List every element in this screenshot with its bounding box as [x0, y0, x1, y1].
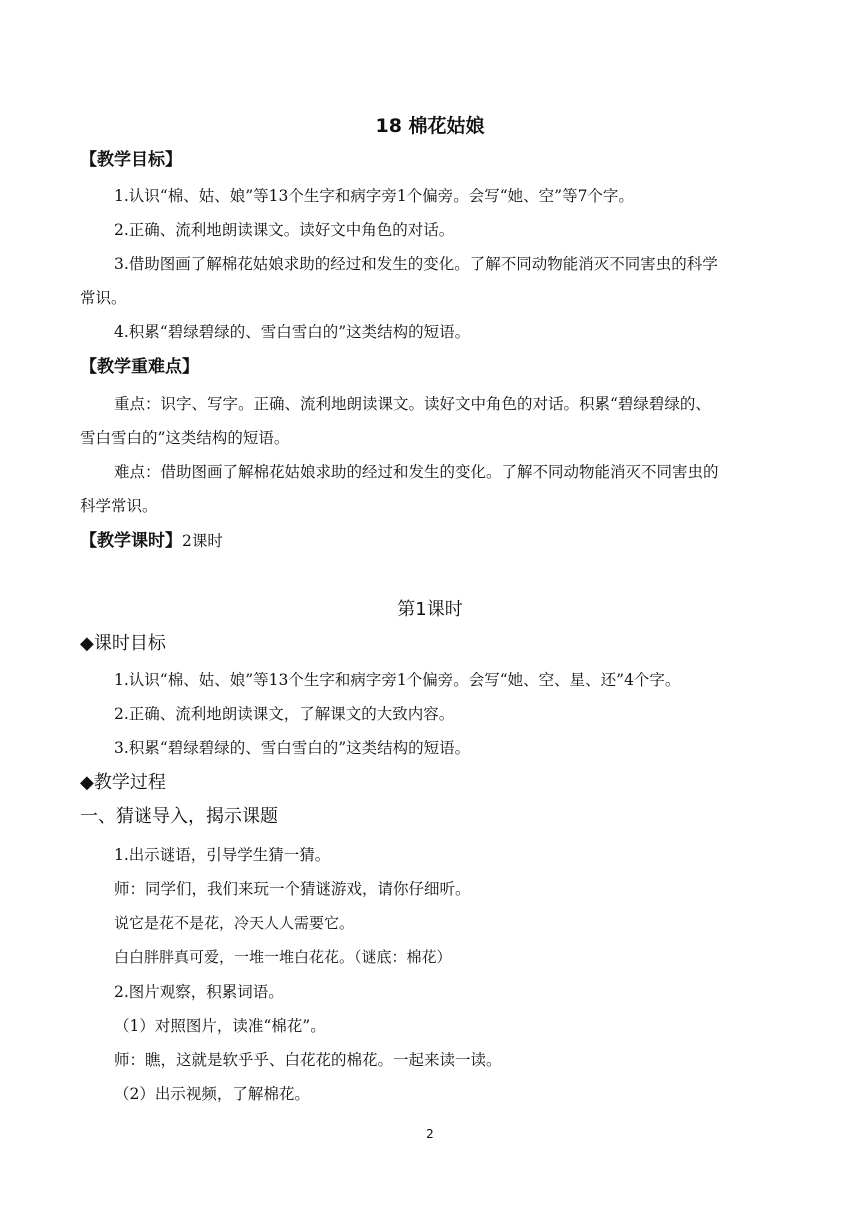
riddle-line: 说它是花不是花，冷天人人需要它。 [114, 914, 355, 932]
difficulty-line: 难点：借助图画了解棉花姑娘求助的经过和发生的变化。了解不同动物能消灭不同害虫的 [114, 463, 719, 481]
goal-item: 3.借助图画了解棉花姑娘求助的经过和发生的变化。了解不同动物能消灭不同害虫的科学 [114, 255, 718, 273]
process-line: （1）对照图片，读准“棉花”。 [114, 1017, 326, 1035]
process-line: 2.图片观察，积累词语。 [114, 983, 284, 1001]
process-line: 1.出示谜语，引导学生猜一猜。 [114, 846, 331, 864]
section-heading-process: ◆教学过程 [80, 772, 166, 793]
section-heading-goals: 【教学目标】 [80, 150, 182, 170]
process-line: 师：同学们，我们来玩一个猜谜游戏，请你仔细听。 [114, 880, 471, 898]
key-point-line: 雪白雪白的”这类结构的短语。 [80, 429, 290, 447]
section-heading-periods [80, 531, 785, 551]
section-heading-lesson-goals: ◆课时目标 [80, 633, 166, 654]
section-heading-key-points: 【教学重难点】 [80, 357, 199, 377]
key-point-line: 重点：识字、写字。正确、流利地朗读课文。读好文中角色的对话。积累“碧绿碧绿的、 [114, 395, 711, 413]
process-line: 师：瞧，这就是软乎乎、白花花的棉花。一起来读一读。 [114, 1051, 502, 1069]
lesson-goal-item: 1.认识“棉、姑、娘”等13个生字和病字旁1个偏旁。会写“她、空、星、还”4个字。 [114, 671, 681, 689]
lesson-title: 第1课时 [397, 599, 463, 620]
goal-item: 1.认识“棉、姑、娘”等13个生字和病字旁1个偏旁。会写“她、空”等7个字。 [114, 187, 634, 205]
riddle-line: 白白胖胖真可爱，一堆一堆白花花。（谜底：棉花） [114, 948, 452, 966]
difficulty-line: 科学常识。 [80, 497, 158, 515]
goal-item-continued: 常识。 [80, 289, 127, 307]
goal-item: 2.正确、流利地朗读课文。读好文中角色的对话。 [114, 221, 455, 239]
lesson-goal-item: 3.积累“碧绿碧绿的、雪白雪白的”这类结构的短语。 [114, 739, 471, 757]
section-heading-intro: 一、猜谜导入，揭示课题 [80, 806, 278, 827]
process-line: （2）出示视频，了解棉花。 [114, 1085, 310, 1103]
periods-label: 【教学课时】 [80, 531, 182, 551]
page-number: 2 [426, 1127, 434, 1141]
periods-value: 2课时 [182, 532, 223, 550]
lesson-goal-item: 2.正确、流利地朗读课文，了解课文的大致内容。 [114, 705, 455, 723]
goal-item: 4.积累“碧绿碧绿的、雪白雪白的”这类结构的短语。 [114, 323, 471, 341]
document-title: 18 棉花姑娘 [375, 115, 485, 137]
